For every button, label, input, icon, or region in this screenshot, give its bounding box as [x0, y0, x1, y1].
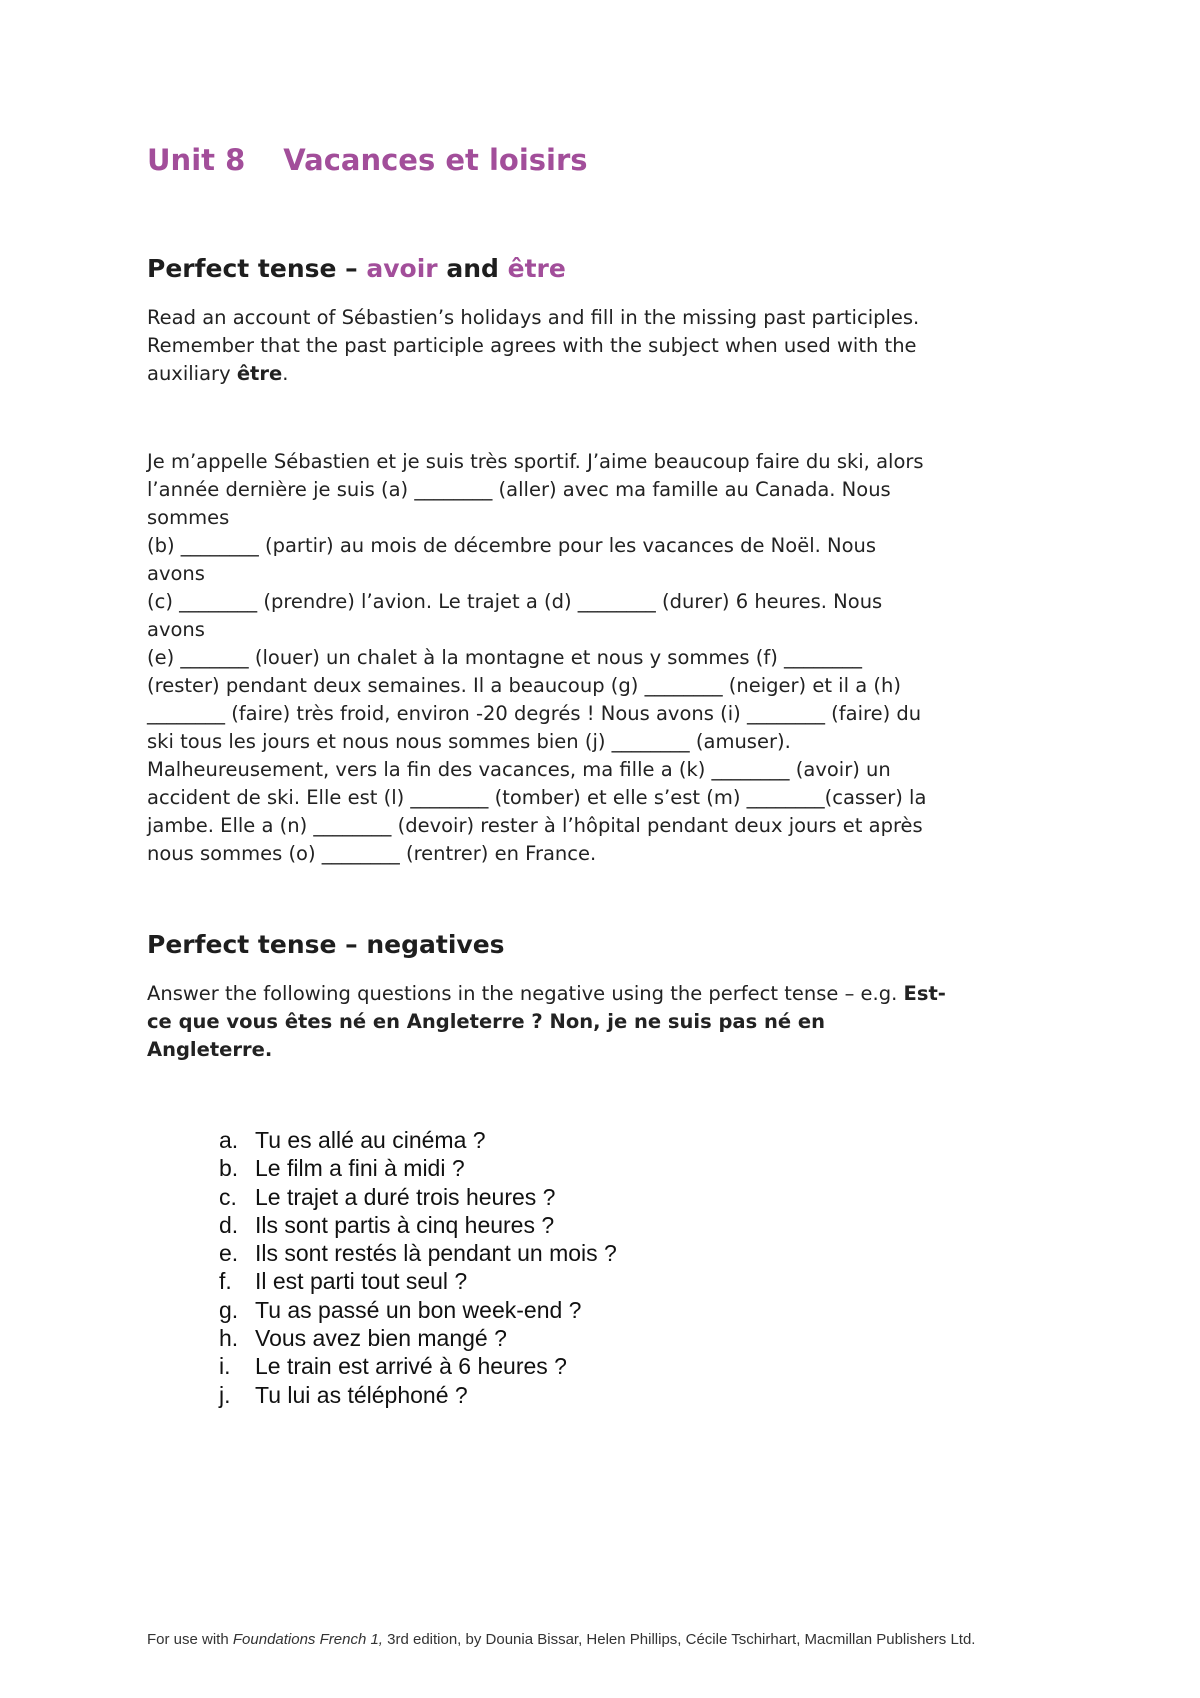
instructions-line: Remember that the past participle agrees with the subject when used with the [147, 334, 917, 357]
story-text [147, 448, 1067, 868]
instructions-line: auxiliary être. [147, 362, 289, 385]
section1-heading-mid: and [437, 254, 508, 283]
list-item: i. Le train est arrivé à 6 heures ? [219, 1353, 567, 1380]
unit-number: Unit 8 [147, 143, 246, 177]
instructions-line: Read an account of Sébastien’s holidays and fill in the missing past participles. [147, 306, 920, 329]
list-item: f. Il est parti tout seul ? [219, 1268, 468, 1295]
story-line: jambe. Elle a (n) ________ (devoir) rester à l’hôpital pendant deux jours et après [147, 814, 923, 837]
instructions-bold-etre: être [236, 362, 283, 385]
story-line: ski tous les jours et nous nous sommes bien (j) ________ (amuser). [147, 730, 791, 753]
question-list [219, 1126, 617, 1409]
footer-book-title: Foundations French 1, [232, 1631, 383, 1648]
instructions-line: Answer the following questions in the negative using the perfect tense – e.g. Est- [147, 982, 946, 1005]
page-footer: For use with Foundations French 1, 3rd edition, by Dounia Bissar, Helen Phillips, Cécile Tschirhart, Macmillan Publishers Ltd. [147, 1631, 976, 1648]
instructions-example: Angleterre. [147, 1038, 273, 1061]
list-item: g. Tu as passé un bon week-end ? [219, 1296, 582, 1323]
story-line: accident de ski. Elle est (l) ________ (tomber) et elle s’est (m) ________(casser) la [147, 786, 927, 809]
story-line: Malheureusement, vers la fin des vacances, ma fille a (k) ________ (avoir) un [147, 758, 891, 781]
section1-heading-prefix: Perfect tense – [147, 254, 367, 283]
list-item: h. Vous avez bien mangé ? [219, 1325, 507, 1352]
story-line: nous sommes (o) ________ (rentrer) en France. [147, 842, 597, 865]
instructions-example: ce que vous êtes né en Angleterre ? Non, je ne suis pas né en [147, 1010, 825, 1033]
story-line: (b) ________ (partir) au mois de décembre pour les vacances de Noël. Nous [147, 534, 877, 557]
list-item: j. Tu lui as téléphoné ? [219, 1381, 468, 1408]
story-line: (rester) pendant deux semaines. Il a beaucoup (g) ________ (neiger) et il a (h) [147, 674, 901, 697]
unit-name: Vacances et loisirs [283, 143, 588, 177]
section1-heading-etre: être [507, 254, 566, 283]
story-line: l’année dernière je suis (a) ________ (aller) avec ma famille au Canada. Nous [147, 478, 891, 501]
section1-instructions [147, 304, 1067, 388]
story-line: avons [147, 618, 205, 641]
list-item: d. Ils sont partis à cinq heures ? [219, 1211, 555, 1238]
story-line: sommes [147, 506, 230, 529]
list-item: b. Le film a fini à midi ? [219, 1155, 465, 1182]
story-line: Je m’appelle Sébastien et je suis très sportif. J’aime beaucoup faire du ski, alors [147, 450, 924, 473]
unit-title [147, 143, 588, 177]
story-line: avons [147, 562, 205, 585]
section2-instructions [147, 980, 1067, 1064]
story-line: ________ (faire) très froid, environ -20 degrés ! Nous avons (i) ________ (faire) du [147, 702, 922, 725]
list-item: c. Le trajet a duré trois heures ? [219, 1183, 556, 1210]
list-item: a. Tu es allé au cinéma ? [219, 1127, 486, 1153]
section1-heading-avoir: avoir [366, 254, 438, 283]
list-item: e. Ils sont restés là pendant un mois ? [219, 1240, 617, 1267]
story-line: (e) _______ (louer) un chalet à la montagne et nous y sommes (f) ________ [147, 646, 863, 669]
story-line: (c) ________ (prendre) l’avion. Le trajet a (d) ________ (durer) 6 heures. Nous [147, 590, 883, 613]
section1-heading [147, 254, 566, 283]
section2-heading: Perfect tense – negatives [147, 930, 505, 959]
